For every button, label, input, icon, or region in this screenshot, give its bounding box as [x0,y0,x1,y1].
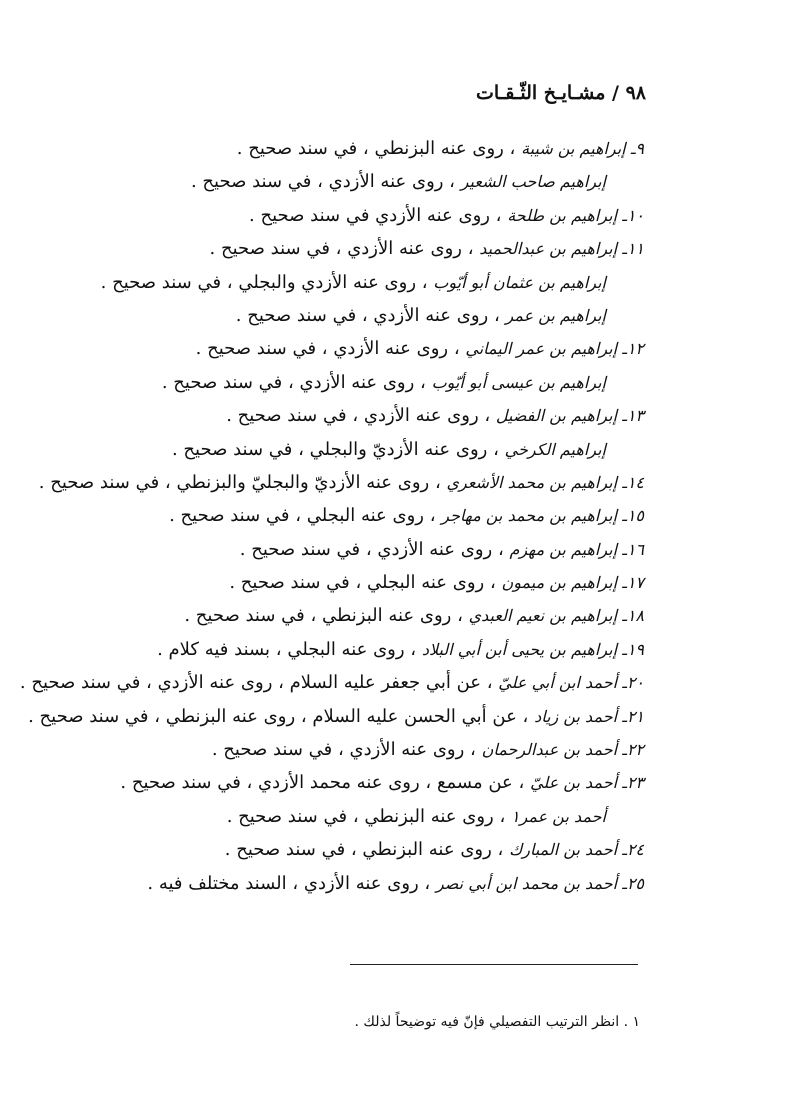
entry-text: ، روى عنه الأزدي ، في سند صحيح . [235,304,506,326]
entry-11 [24,232,644,265]
entry-sub [24,299,644,332]
entry-text: ، روى عنه الأزدي ، في سند صحيح . [211,739,482,761]
entry-name: إبراهيم بن عثمان أبو أيّوب [433,272,606,292]
entry-24 [24,833,644,866]
entry-text: ، روى عنه البزنطي ، في سند صحيح . [224,839,510,861]
entry-18 [24,599,644,632]
entry-text: ، روى عنه الأزدي ، في سند صحيح . [190,171,461,193]
entry-text: ، روى عنه الأزدي ، في سند صحيح . [161,371,432,393]
footnote: ١ . انظر الترتيب التفصيلي فإنّ فيه توضيحاً لذلك . [354,1014,640,1030]
entry-text: ، روى عنه البزنطي ، في سند صحيح . [226,805,511,827]
entry-name: إبراهيم صاحب الشعير [460,172,606,192]
entry-name: ٢١ـ أحمد بن زياد [534,706,644,726]
entry-text: ، روى عنه البجلي ، في سند صحيح . [229,572,502,594]
entry-list [19,132,644,900]
entry-name: ١٤ـ إبراهيم بن محمد الأشعري [446,472,644,492]
entry-sub [24,266,644,299]
entry-text: ، روى عنه الأزدي ، في سند صحيح . [239,538,510,560]
entry-text: ، روى عنه الأزدي ، السند مختلف فيه . [147,872,436,894]
entry-text: ، روى عنه الأزدي ، في سند صحيح . [195,338,466,360]
entry-name: ١٥ـ إبراهيم بن محمد بن مهاجر [441,506,644,526]
entry-text: ، روى عنه البزنطي ، في سند صحيح . [236,138,522,159]
entry-sub [24,433,644,466]
entry-text: ، عن أبي الحسن عليه السلام ، روى عنه البزنطي ، في سند صحيح . [28,705,535,727]
entry-text: ، روى عنه الأزدي والبجلي ، في سند صحيح . [100,271,434,293]
running-header: ٩٨ / مشـايـخ الثّـقـات [475,82,646,104]
entry-name: ٢٣ـ أحمد بن عليّ [530,773,644,793]
entry-sub [24,165,644,198]
entry-text: ، عن أبي جعفر عليه السلام ، روى عنه الأزدي ، في سند صحيح . [19,672,499,694]
entry-name: ١١ـ إبراهيم بن عبدالحميد [479,239,644,259]
entry-text: ، روى عنه البزنطي ، في سند صحيح . [184,605,469,627]
entry-9 [24,132,644,165]
entry-13 [24,399,644,432]
entry-text: ، روى عنه الأزديّ والبجلي ، في سند صحيح . [171,438,505,460]
entry-20 [19,666,644,699]
entry-16 [24,533,644,566]
entry-name: ٢٤ـ أحمد بن المبارك [509,840,644,860]
entry-text: ، روى عنه الأزدي ، في سند صحيح . [209,238,480,260]
entry-name: ١٨ـ إبراهيم بن نعيم العبدي [468,606,644,626]
entry-25 [24,867,644,900]
entry-name: ٩ـ إبراهيم بن شيبة [521,139,644,158]
entry-14 [24,466,644,499]
entry-15 [24,499,644,532]
entry-22 [24,733,644,766]
entry-text: ، روى عنه الأزدي ، في سند صحيح . [226,405,496,427]
entry-name: أحمد بن عمر١ [510,806,606,826]
entry-text: ، روى عنه البجلي ، بسند فيه كلام . [157,638,422,660]
entry-sub [24,800,644,833]
entry-name: ١٠ـ إبراهيم بن طلحة [507,205,644,225]
entry-name: ٢٥ـ أحمد بن محمد ابن أبي نصر [435,873,644,893]
entry-name: إبراهيم بن عيسى أبو أيّوب [431,372,606,392]
entry-sub [24,366,644,399]
entry-name: ١٣ـ إبراهيم بن الفضيل [495,406,644,426]
entry-text: ، روى عنه البجلي ، في سند صحيح . [169,505,442,527]
entry-name: ١٧ـ إبراهيم بن ميمون [501,573,644,593]
entry-12 [24,332,644,365]
entry-text: ، روى عنه الأزديّ والبجليّ والبزنطي ، في سند صحيح . [38,471,447,493]
entry-name: ٢٢ـ أحمد بن عبدالرحمان [481,740,644,760]
entry-text: ، عن مسمع ، روى عنه محمد الأزدي ، في سند صحيح . [120,772,531,794]
entry-name: إبراهيم الكرخي [504,439,606,459]
entry-10 [24,199,644,232]
entry-name: إبراهيم بن عمر [505,305,606,325]
entry-21 [24,700,644,733]
entry-text: ، روى عنه الأزدي في سند صحيح . [249,204,508,226]
entry-name: ١٦ـ إبراهيم بن مهزم [509,539,644,559]
entry-17 [24,566,644,599]
entry-name: ١٢ـ إبراهيم بن عمر اليماني [465,339,644,359]
entry-19 [24,633,644,666]
entry-name: ٢٠ـ أحمد ابن أبي عليّ [498,673,644,693]
entry-name: ١٩ـ إبراهيم بن يحيى أبن أبي البلاد [421,639,644,659]
entry-23 [24,766,644,799]
footnote-separator [350,964,638,965]
